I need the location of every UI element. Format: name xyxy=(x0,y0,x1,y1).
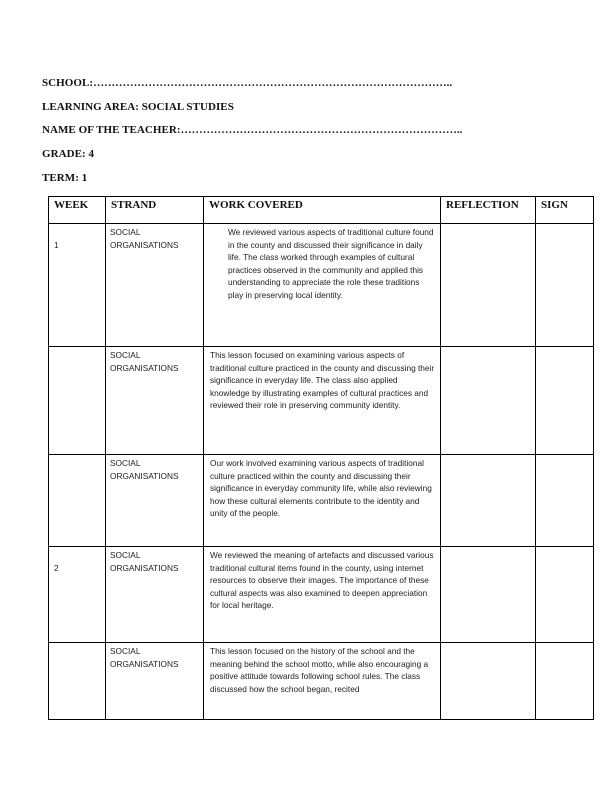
work-covered-cell xyxy=(204,455,441,547)
strand-text: SOCIAL ORGANISATIONS xyxy=(110,550,179,573)
column-header-work-covered: WORK COVERED xyxy=(204,197,441,224)
sign-cell[interactable] xyxy=(536,224,594,347)
table-row xyxy=(49,224,594,347)
school-field: SCHOOL:…………………………………………………………………………………….. xyxy=(42,77,453,89)
work-covered-text: Our work involved examining various aspects of traditional culture practiced within the county and discussing their significance in everyday community life, while also reviewing how these cultural elements contribute to the identity and unity of the people. xyxy=(210,458,432,518)
strand-cell xyxy=(106,224,204,347)
table-row xyxy=(49,455,594,547)
reflection-cell[interactable] xyxy=(441,224,536,347)
table-row xyxy=(49,347,594,455)
column-header-sign: SIGN xyxy=(536,197,594,224)
week-number: 2 xyxy=(54,563,59,573)
sign-cell[interactable] xyxy=(536,643,594,720)
learning-area: LEARNING AREA: SOCIAL STUDIES xyxy=(42,101,234,113)
record-of-work-table xyxy=(48,196,594,720)
work-covered-cell xyxy=(204,643,441,720)
reflection-cell[interactable] xyxy=(441,643,536,720)
week-cell xyxy=(49,224,106,347)
strand-cell xyxy=(106,547,204,643)
week-cell xyxy=(49,643,106,720)
strand-cell xyxy=(106,347,204,455)
work-covered-cell xyxy=(204,547,441,643)
sign-cell[interactable] xyxy=(536,347,594,455)
work-covered-cell xyxy=(204,347,441,455)
work-covered-cell xyxy=(204,224,441,347)
reflection-cell[interactable] xyxy=(441,455,536,547)
sign-cell[interactable] xyxy=(536,455,594,547)
week-number: 1 xyxy=(54,240,59,250)
strand-cell xyxy=(106,643,204,720)
work-covered-text: We reviewed the meaning of artefacts and discussed various traditional cultural items found in the county, using internet resources to observe their images. The importance of these cultural aspects was also examined to deepen appreciation for local heritage. xyxy=(210,550,434,610)
strand-text: SOCIAL ORGANISATIONS xyxy=(110,350,179,373)
week-cell xyxy=(49,455,106,547)
week-number xyxy=(49,455,105,470)
grade: GRADE: 4 xyxy=(42,148,95,160)
week-number xyxy=(49,347,105,362)
column-header-reflection: REFLECTION xyxy=(441,197,536,224)
column-header-week: WEEK xyxy=(49,197,106,224)
reflection-cell[interactable] xyxy=(441,547,536,643)
work-covered-text: We reviewed various aspects of traditional culture found in the county and discussed their significance in daily life. The class worked through examples of cultural practices observed in the community and applied this understanding to appreciate the role these traditions play in preserving local identity. xyxy=(228,227,434,300)
strand-cell xyxy=(106,455,204,547)
table-row xyxy=(49,547,594,643)
week-cell xyxy=(49,547,106,643)
table-header-row xyxy=(49,197,594,224)
column-header-strand: STRAND xyxy=(106,197,204,224)
sign-cell[interactable] xyxy=(536,547,594,643)
week-number xyxy=(49,643,105,658)
reflection-cell[interactable] xyxy=(441,347,536,455)
strand-text: SOCIAL ORGANISATIONS xyxy=(110,646,179,669)
work-covered-text: This lesson focused on examining various aspects of traditional culture practiced in the county and discussing their significance in everyday life. The class also applied knowledge by illustrating examples of cultural practices and reviewed their role in preserving community identity. xyxy=(210,350,435,410)
teacher-name-field: NAME OF THE TEACHER:………………………………………………………………….. xyxy=(42,124,463,136)
work-covered-text: This lesson focused on the history of the school and the meaning behind the school motto, while also encouraging a positive attitude towards following school rules. The class discussed how the school began, recited xyxy=(210,646,429,694)
week-cell xyxy=(49,347,106,455)
term: TERM: 1 xyxy=(42,172,88,184)
strand-text: SOCIAL ORGANISATIONS xyxy=(110,227,179,250)
strand-text: SOCIAL ORGANISATIONS xyxy=(110,458,179,481)
table-row xyxy=(49,643,594,720)
